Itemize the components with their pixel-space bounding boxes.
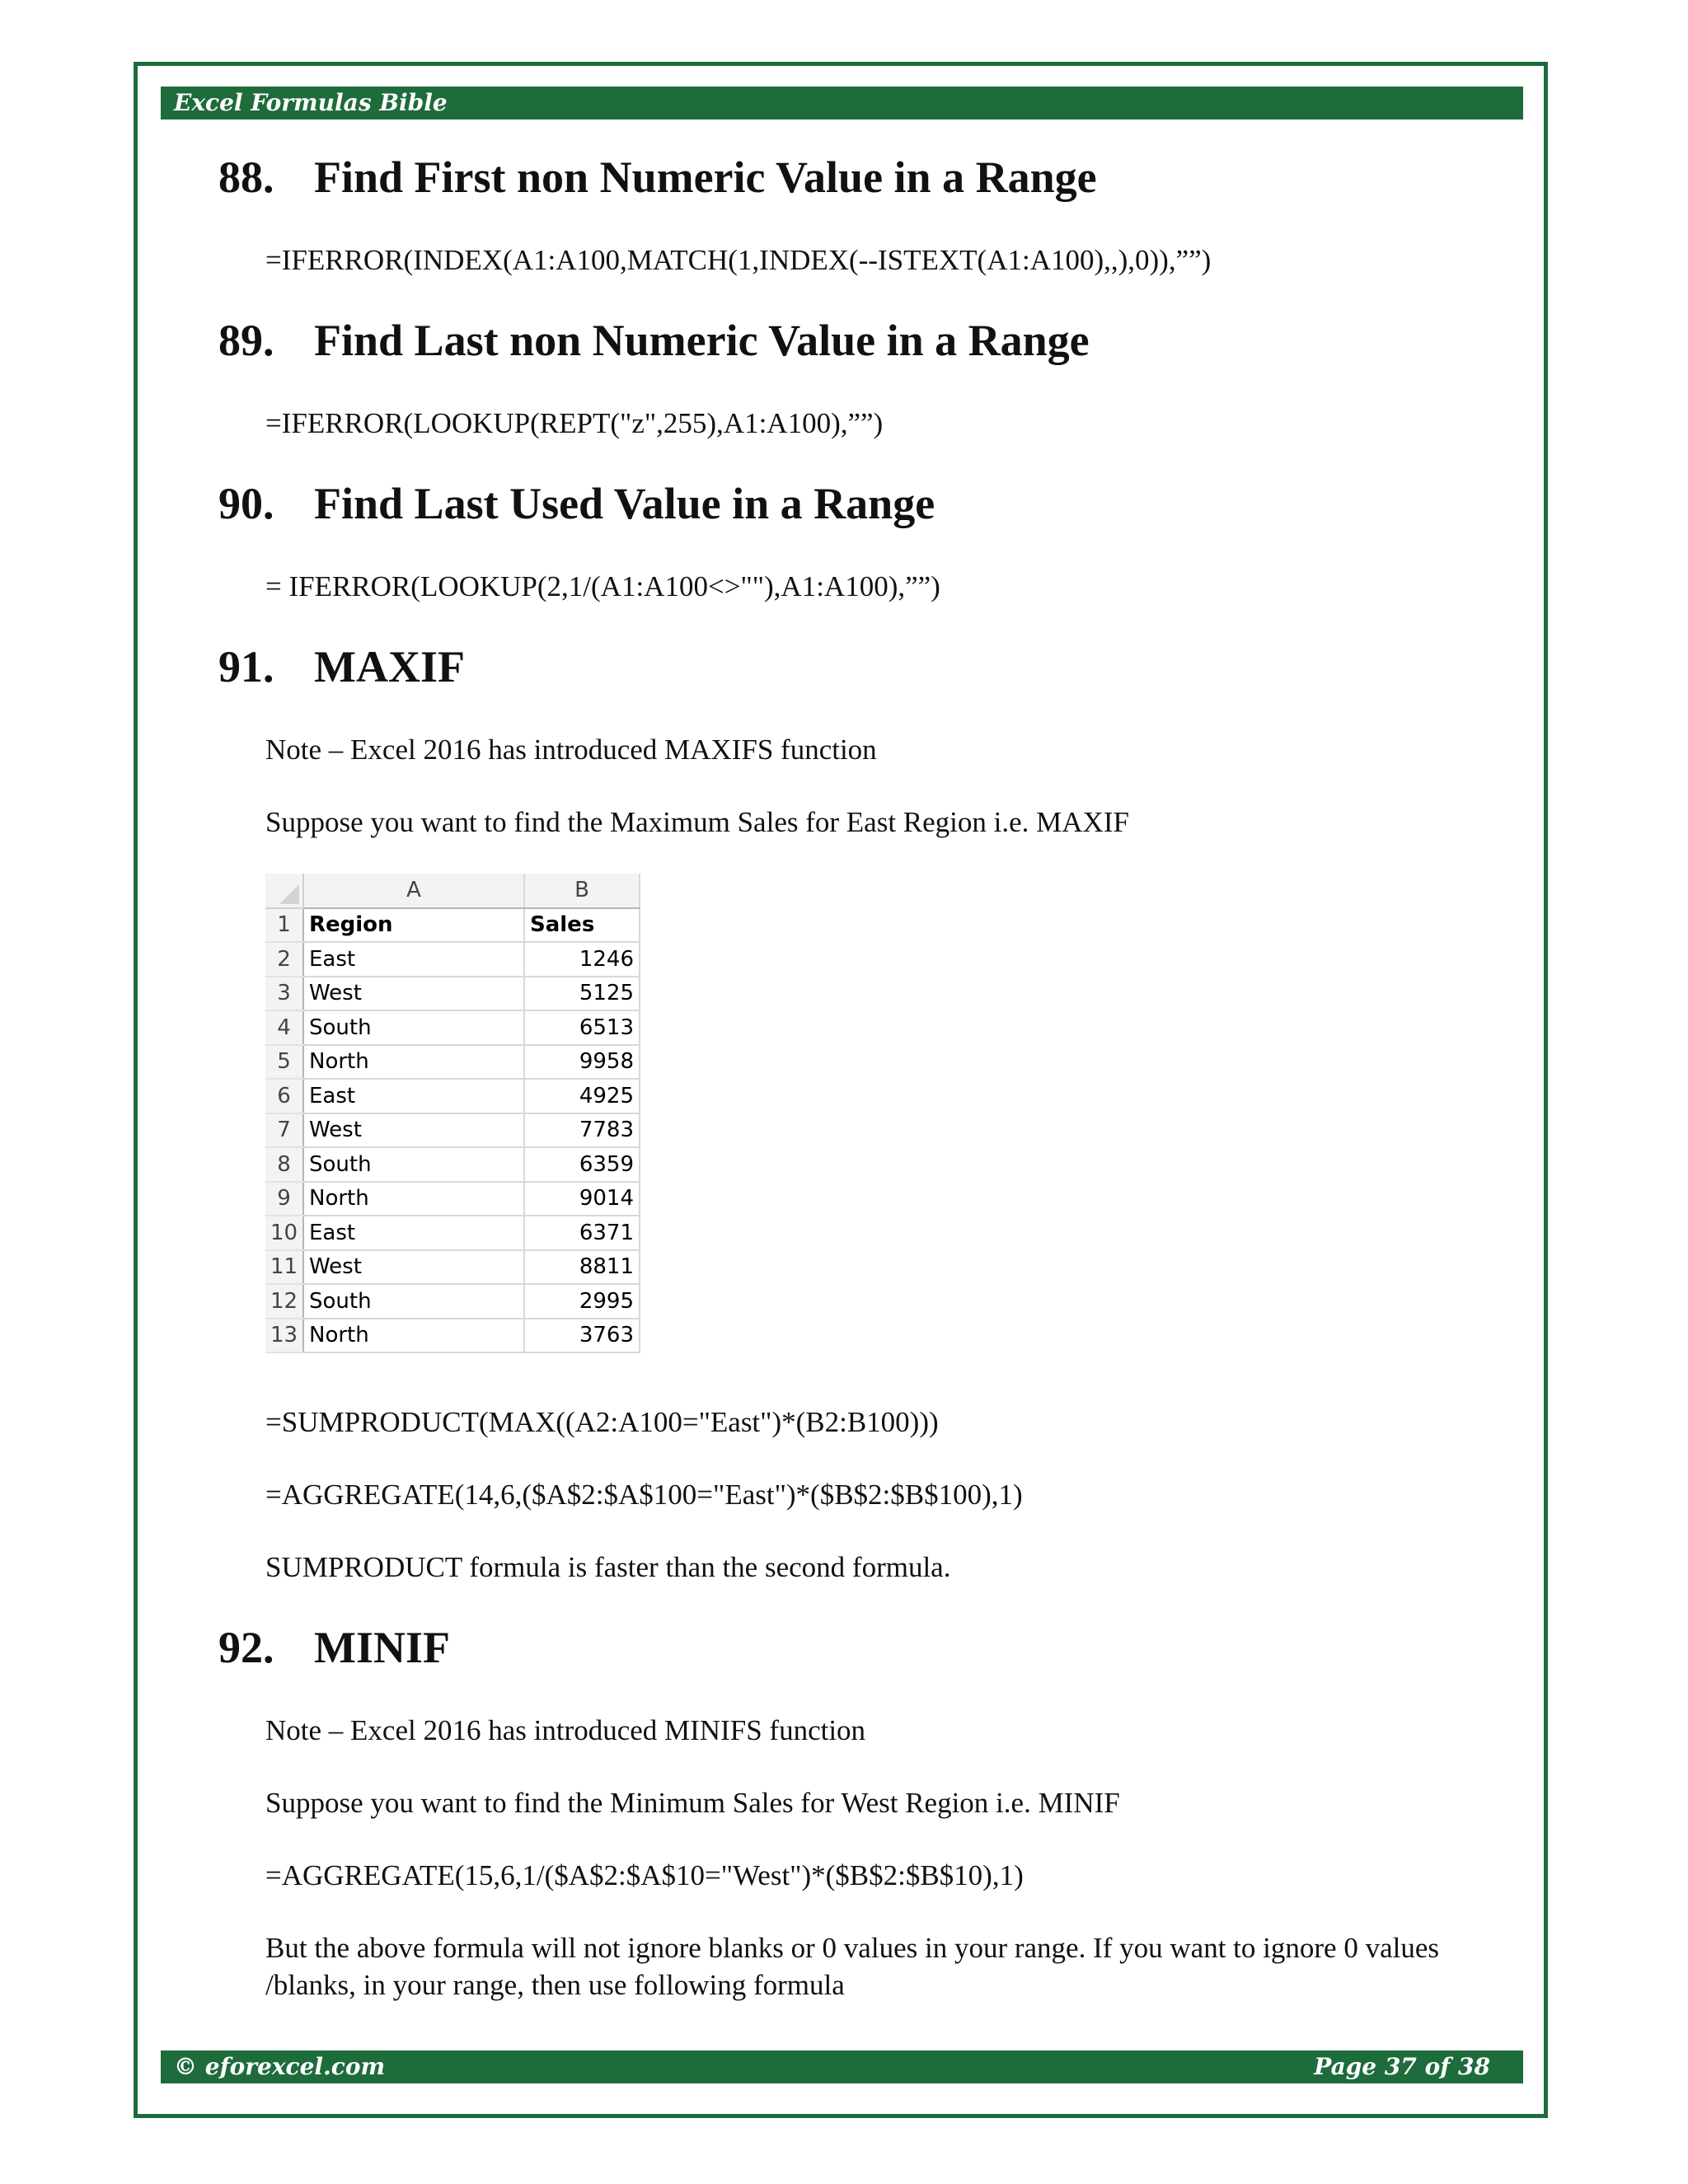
sales-cell: 8811 [524, 1250, 640, 1285]
table-row [265, 1284, 640, 1319]
row-number: 8 [265, 1147, 303, 1182]
section-number: 89. [218, 316, 274, 365]
formula-91-aggregate: =AGGREGATE(14,6,($A$2:$A$100="East")*($B$2:$B$100),1) [265, 1479, 1023, 1511]
region-cell: North [303, 1182, 524, 1216]
region-cell: West [303, 1250, 524, 1285]
footer-page-number: Page 37 of 38 [1314, 2053, 1490, 2080]
table-row [265, 1182, 640, 1216]
region-cell: North [303, 1045, 524, 1080]
formula-91-sumproduct: =SUMPRODUCT(MAX((A2:A100="East")*(B2:B100))) [265, 1406, 939, 1438]
row-number: 11 [265, 1250, 303, 1285]
table-row [265, 1113, 640, 1148]
section-heading-91 [218, 640, 465, 693]
sales-cell: 7783 [524, 1113, 640, 1148]
row-number: 12 [265, 1284, 303, 1319]
row-number: 13 [265, 1319, 303, 1353]
sales-cell: 2995 [524, 1284, 640, 1319]
sales-cell: 6371 [524, 1216, 640, 1250]
table-row [265, 908, 640, 943]
formula-88: =IFERROR(INDEX(A1:A100,MATCH(1,INDEX(--ISTEXT(A1:A100),,),0)),””) [265, 244, 1212, 276]
section-number: 91. [218, 642, 274, 691]
column-header-row [265, 874, 640, 908]
faster-note: SUMPRODUCT formula is faster than the second formula. [265, 1551, 951, 1583]
section-number: 92. [218, 1623, 274, 1672]
formula-90: = IFERROR(LOOKUP(2,1/(A1:A100<>""),A1:A100),””) [265, 570, 940, 602]
select-all-corner [265, 874, 303, 908]
region-cell: West [303, 977, 524, 1011]
formula-89: =IFERROR(LOOKUP(REPT("z",255),A1:A100),””) [265, 407, 884, 439]
section-title: MINIF [314, 1623, 450, 1672]
region-cell: South [303, 1147, 524, 1182]
column-header-a: A [303, 874, 524, 908]
region-cell: East [303, 1079, 524, 1113]
region-cell: West [303, 1113, 524, 1148]
region-cell: East [303, 1216, 524, 1250]
section-number: 90. [218, 479, 274, 528]
row-number: 2 [265, 942, 303, 977]
region-cell: South [303, 1010, 524, 1045]
sales-cell: 1246 [524, 942, 640, 977]
region-cell: North [303, 1319, 524, 1353]
section-title: Find Last non Numeric Value in a Range [314, 316, 1090, 365]
table-row [265, 1079, 640, 1113]
note-91: Note – Excel 2016 has introduced MAXIFS function [265, 733, 877, 766]
sales-cell: 3763 [524, 1319, 640, 1353]
section-heading-88 [218, 151, 1097, 204]
row-number: 4 [265, 1010, 303, 1045]
table-row [265, 1010, 640, 1045]
section-heading-89 [218, 314, 1090, 367]
formula-92: =AGGREGATE(15,6,1/($A$2:$A$10="West")*($B$2:$B$10),1) [265, 1859, 1024, 1891]
note-92: Note – Excel 2016 has introduced MINIFS function [265, 1714, 866, 1746]
region-cell: South [303, 1284, 524, 1319]
row-number: 3 [265, 977, 303, 1011]
row-number: 10 [265, 1216, 303, 1250]
row-number: 9 [265, 1182, 303, 1216]
table-row [265, 1045, 640, 1080]
region-cell: East [303, 942, 524, 977]
sales-cell: Sales [524, 908, 640, 943]
row-number: 5 [265, 1045, 303, 1080]
footer-bar [161, 2050, 1523, 2083]
suppose-91: Suppose you want to find the Maximum Sales for East Region i.e. MAXIF [265, 806, 1129, 838]
table-row [265, 942, 640, 977]
footer-copyright: © eforexcel.com [174, 2053, 386, 2080]
blanks-paragraph: But the above formula will not ignore blanks or 0 values in your range. If you want to ignore 0 values /blanks, in your range, then use following formula [265, 1932, 1439, 2001]
sales-cell: 6359 [524, 1147, 640, 1182]
column-header-b: B [524, 874, 640, 908]
section-title: MAXIF [314, 642, 465, 691]
row-number: 7 [265, 1113, 303, 1148]
sales-cell: 6513 [524, 1010, 640, 1045]
section-title: Find First non Numeric Value in a Range [314, 152, 1097, 202]
sales-cell: 9014 [524, 1182, 640, 1216]
section-heading-92 [218, 1621, 450, 1674]
table-row [265, 1216, 640, 1250]
sales-cell: 4925 [524, 1079, 640, 1113]
section-title: Find Last Used Value in a Range [314, 479, 935, 528]
section-number: 88. [218, 152, 274, 202]
header-bar [161, 87, 1523, 120]
row-number: 1 [265, 908, 303, 943]
suppose-92: Suppose you want to find the Minimum Sales for West Region i.e. MINIF [265, 1787, 1120, 1819]
table-row [265, 1147, 640, 1182]
spreadsheet-image [265, 874, 651, 1368]
table-row [265, 1250, 640, 1285]
header-title: Excel Formulas Bible [174, 89, 448, 116]
sales-table [265, 874, 640, 1353]
sales-cell: 9958 [524, 1045, 640, 1080]
section-heading-90 [218, 477, 935, 530]
table-row [265, 1319, 640, 1353]
region-cell: Region [303, 908, 524, 943]
row-number: 6 [265, 1079, 303, 1113]
table-row [265, 977, 640, 1011]
sales-cell: 5125 [524, 977, 640, 1011]
